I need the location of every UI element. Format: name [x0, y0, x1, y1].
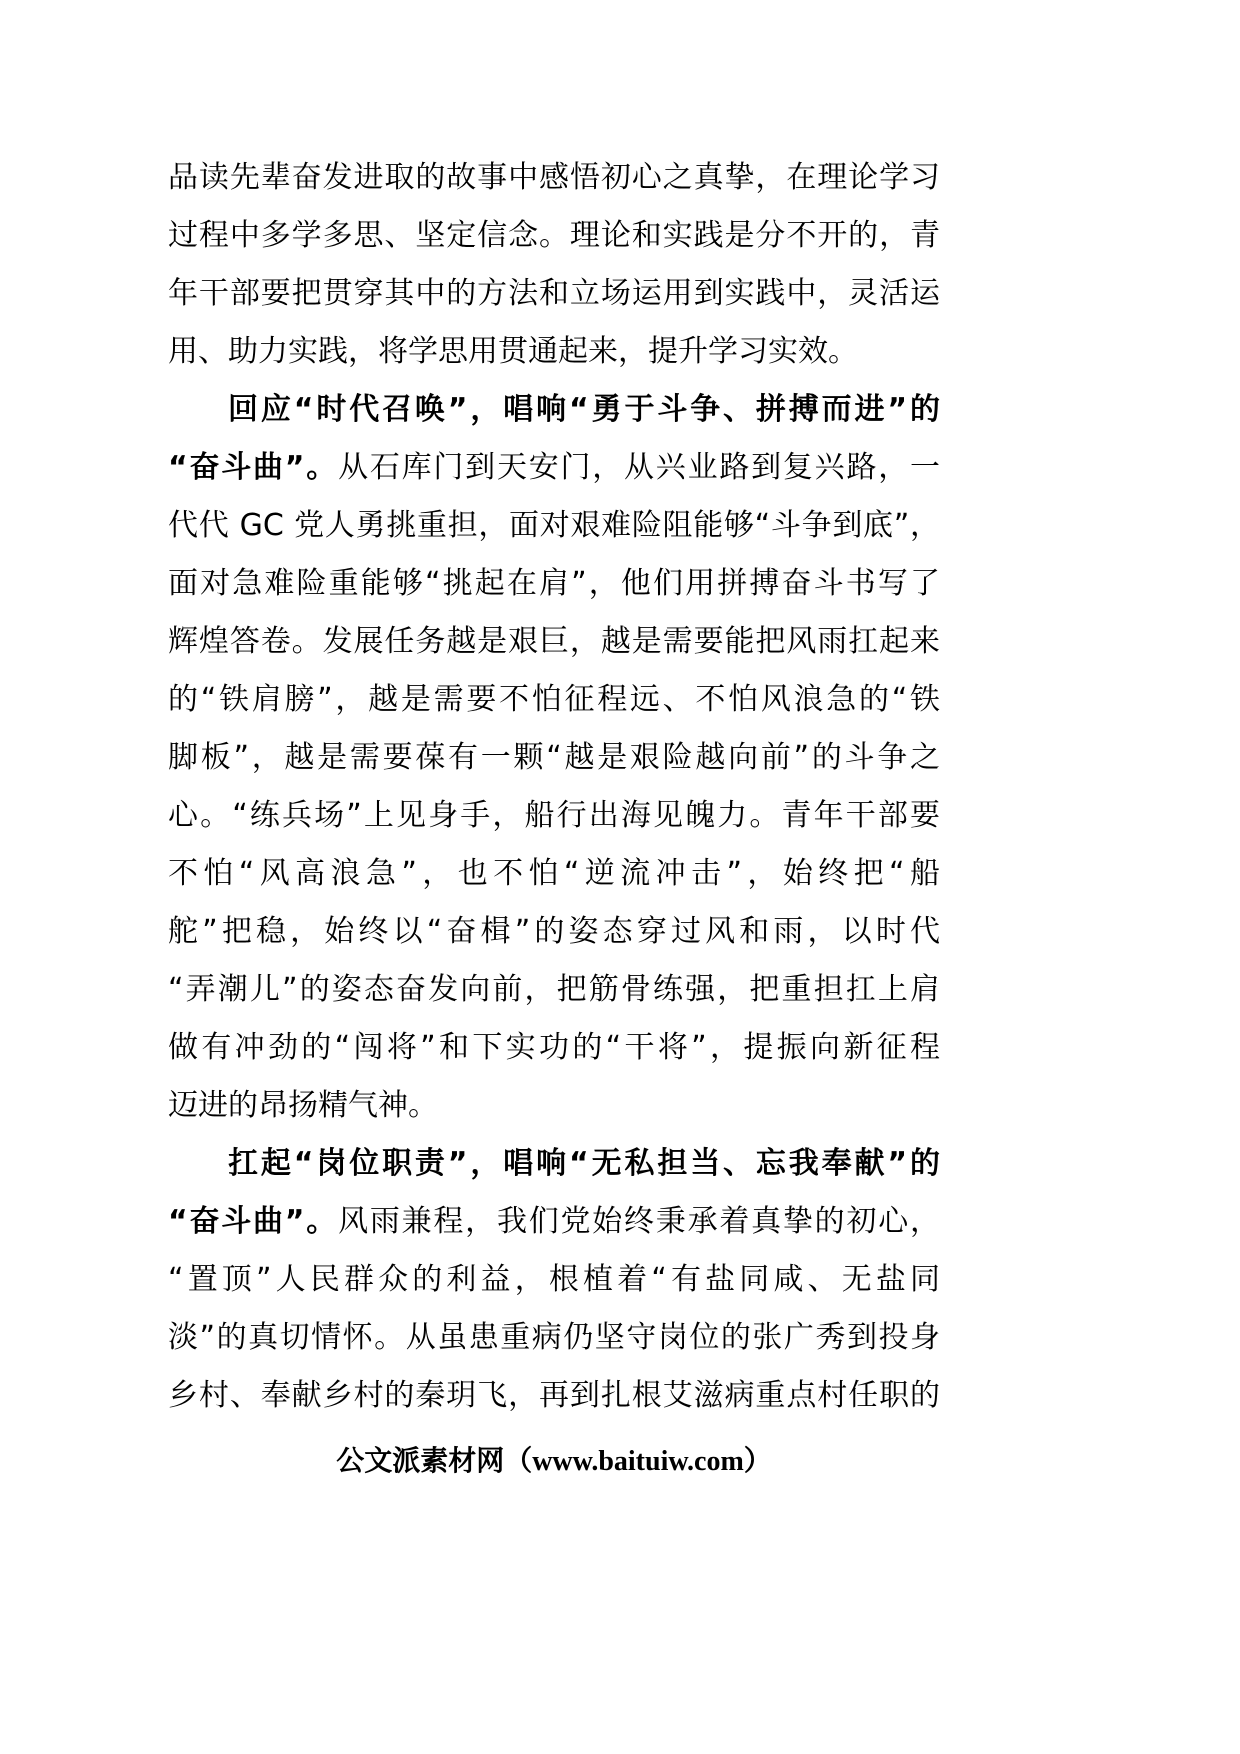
paragraph-heading: “奋斗曲”。	[168, 1204, 339, 1239]
body-line: 乡村、奉献乡村的秦玥飞，再到扎根艾滋病重点村任职的	[168, 1378, 940, 1413]
body-line: 做有冲劲的“闯将”和下实功的“干将”，提振向新征程	[168, 1030, 940, 1065]
body-line: 年干部要把贯穿其中的方法和立场运用到实践中，灵活运	[168, 276, 940, 311]
body-line: 品读先辈奋发进取的故事中感悟初心之真挚，在理论学习	[168, 160, 940, 195]
body-line: 代代 GC 党人勇挑重担，面对艰难险阻能够“斗争到底”，	[168, 508, 940, 543]
paragraph-3	[168, 1135, 940, 1425]
paragraph-heading: 回应“时代召唤”，唱响“勇于斗争、拼搏而进”的	[228, 392, 940, 427]
paragraph-heading: 扛起“岗位职责”，唱响“无私担当、忘我奉献”的	[228, 1146, 940, 1181]
body-line: 不怕“风高浪急”，也不怕“逆流冲击”，始终把“船	[168, 856, 940, 891]
paragraph-2	[168, 381, 940, 1135]
body-line: 心。“练兵场”上见身手，船行出海见魄力。青年干部要	[168, 798, 940, 833]
body-line	[168, 381, 940, 439]
body-line: “弄潮儿”的姿态奋发向前，把筋骨练强，把重担扛上肩	[168, 972, 940, 1007]
body-line: 过程中多学多思、坚定信念。理论和实践是分不开的，青	[168, 218, 940, 253]
body-line: 面对急难险重能够“挑起在肩”，他们用拼搏奋斗书写了	[168, 566, 940, 601]
body-line	[168, 1193, 940, 1251]
paragraph-1	[168, 149, 940, 381]
body-line	[168, 439, 940, 497]
body-line: 舵”把稳，始终以“奋楫”的姿态穿过风和雨，以时代	[168, 914, 940, 949]
body-line: 脚板”，越是需要葆有一颗“越是艰险越向前”的斗争之	[168, 740, 940, 775]
body-line: 用、助力实践，将学思用贯通起来，提升学习实效。	[168, 334, 858, 369]
body-text: 风雨兼程，我们党始终秉承着真挚的初心，	[338, 1204, 940, 1239]
body-line: 辉煌答卷。发展任务越是艰巨，越是需要能把风雨扛起来	[168, 624, 940, 659]
body-line: 迈进的昂扬精气神。	[168, 1088, 438, 1123]
body-text: 从石库门到天安门，从兴业路到复兴路，一	[338, 450, 940, 485]
body-line: 的“铁肩膀”，越是需要不怕征程远、不怕风浪急的“铁	[168, 682, 940, 717]
paragraph-heading: “奋斗曲”。	[168, 450, 339, 485]
document-body	[168, 149, 940, 1425]
body-line: “置顶”人民群众的利益，根植着“有盐同咸、无盐同	[168, 1262, 940, 1297]
body-line: 淡”的真切情怀。从虽患重病仍坚守岗位的张广秀到投身	[168, 1320, 940, 1355]
body-line	[168, 1135, 940, 1193]
page-footer: 公文派素材网（www.baituiw.com）	[336, 1446, 772, 1477]
